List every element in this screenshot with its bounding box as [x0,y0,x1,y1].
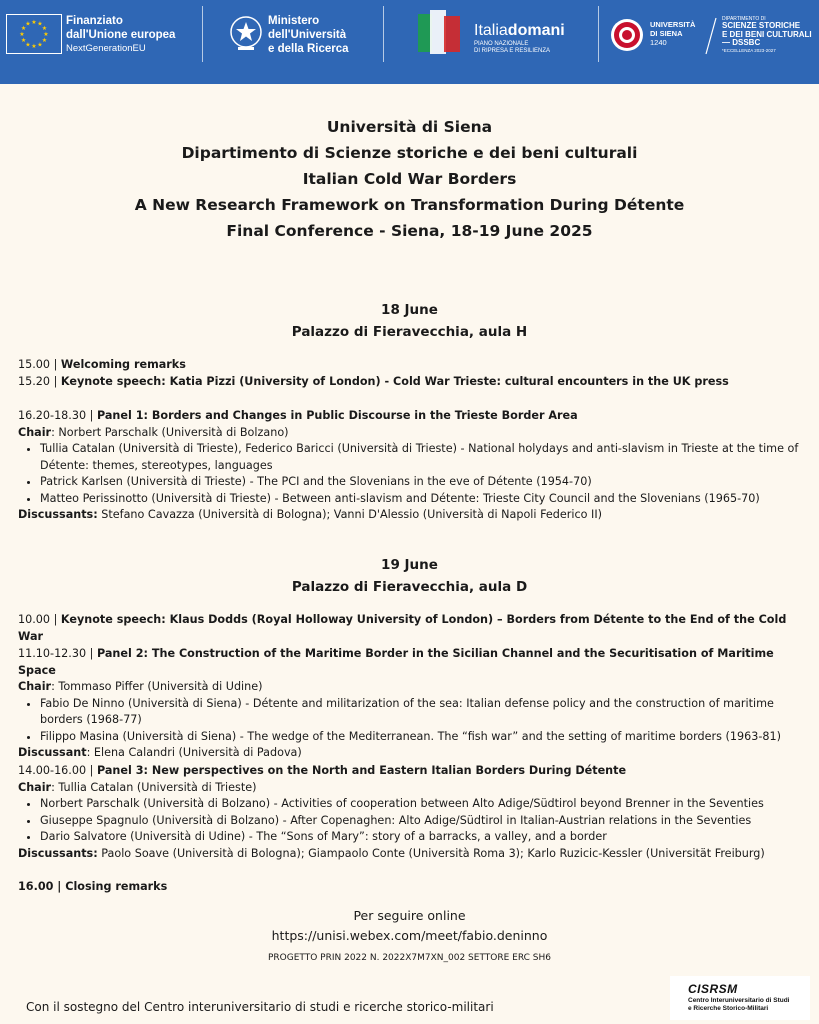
cisrsm-logo [670,976,810,1020]
dssbc-line1: SCIENZE STORICHE [722,21,801,30]
title-event: Final Conference - Siena, 18-19 June 2025 [226,222,593,240]
panel1-time: 16.20-18.30 | [18,409,97,422]
discussants-label: Discussants: [18,846,98,860]
keynote2-row [18,612,808,645]
chair-name: : Norbert Parschalk (Università di Bolzano) [51,425,289,439]
panel1-discussants [18,507,808,524]
day1-heading [0,299,819,343]
chair-label: Chair [18,780,52,794]
panel3-title: Panel 3: New perspectives on the North and Eastern Italian Borders During Détente [96,764,627,777]
svg-text:★: ★ [43,31,49,38]
chair-label: Chair [18,425,52,439]
italiadomani-word-b: domani [507,22,565,39]
day2-date: 19 June [381,557,438,573]
day1-opening [18,357,808,390]
talk-item: • Dario Salvatore (Università di Udine) - The “Sons of Mary”: story of a barracks, a valley, and a border [40,829,808,846]
ministry-line3: e della Ricerca [268,43,349,55]
panel3-time: 14.00-16.00 | [18,764,97,777]
keynote2-label: Keynote speech: Klaus Dodds (Royal Holloway University of London) – Borders from Détente to the End of the Cold War [18,613,787,643]
logo-banner [0,0,819,84]
svg-text:★: ★ [31,43,37,50]
italiadomani-word-a: Italia [474,22,508,39]
panel1-talks [18,441,808,507]
dssbc-line0: DIPARTIMENTO DI [722,16,766,22]
svg-text:★: ★ [41,37,48,44]
eu-funding-line3: NextGenerationEU [66,43,146,54]
keynote1-time: 15.20 | [18,374,61,388]
online-link[interactable]: https://unisi.webex.com/meet/fabio.deninno [271,928,548,943]
panel2 [18,646,808,762]
cisrsm-line1: Centro Interuniversitario di Studi [688,997,790,1004]
talk-item: • Tullia Catalan (Università di Trieste), Federico Baricci (Università di Trieste) - National holydays and anti-slavism in Trieste at the time of Détente: themes, stereotypes, languages [40,441,808,474]
chair-name: : Tommaso Piffer (Università di Udine) [51,680,263,693]
panel3-chair [18,780,808,797]
talk-item: • Matteo Perissinotto (Università di Trieste) - Between anti-slavism and Détente: Trieste City Council and the Slovenians (1965-70) [40,491,808,508]
chair-label: Chair [18,680,52,693]
unisi-line1: UNIVERSITÀ [650,20,696,29]
keynote2 [18,612,808,645]
title-university: Università di Siena [326,118,493,136]
panel1-chair [18,425,808,442]
panel2-talks [18,696,808,746]
panel3-title-row [18,763,808,780]
ministry-line1: Ministero [268,15,320,27]
eu-flag-icon [6,14,62,54]
svg-text:★: ★ [31,19,37,26]
day2-heading [0,554,819,598]
welcome-time: 15.00 | [18,358,61,371]
talk-item: • Fabio De Ninno (Università di Siena) - Détente and militarization of the sea: Italian defense policy and the construction of maritime borders (1968-77) [40,696,808,729]
cisrsm-name: CISRSM [688,982,738,996]
panel2-title: Panel 2: The Construction of the Maritime Border in the Sicilian Channel and the Securitisation of Maritime Space [18,647,774,677]
keynote1-label: Keynote speech: Katia Pizzi (University of London) - Cold War Trieste: cultural encounters in the UK press [60,374,729,388]
svg-text:★: ★ [25,20,31,28]
svg-text:★: ★ [19,31,25,38]
panel2-time: 11.10-12.30 | [18,647,97,660]
panel1-title: Panel 1: Borders and Changes in Public Discourse in the Trieste Border Area [96,409,578,422]
unisi-line3: 1240 [650,38,667,47]
panel3-talks [18,796,808,846]
italiadomani-sub1: PIANO NAZIONALE [474,41,529,47]
svg-text:★: ★ [37,41,43,49]
panel2-chair [18,679,808,696]
conference-title [0,114,819,244]
keynote1-row [18,374,808,391]
university-siena-seal-icon [610,18,644,52]
italy-flag-icon [416,10,468,58]
svg-text:★: ★ [25,41,31,49]
talk-item: • Giuseppe Spagnulo (Università di Bolzano) - After Copenaghen: Alto Adige/Südtirol in Italian-Austrian relations in the Seventies [40,813,808,830]
day1-venue: Palazzo di Fieravecchia, aula H [291,324,528,340]
dssbc-line3: — DSSBC [722,38,761,47]
project-code: PROGETTO PRIN 2022 N. 2022X7M7XN_002 SETTORE ERC SH6 [267,953,552,963]
svg-text:★: ★ [41,25,48,32]
talk-item: • Patrick Karlsen (Università di Trieste) - The PCI and the Slovenians in the eve of Détente (1954-70) [40,474,808,491]
welcome-row [18,357,808,374]
eu-funding-line2: dall'Unione europea [66,29,176,41]
svg-text:★: ★ [20,25,27,32]
panel1 [18,408,808,524]
svg-text:★: ★ [20,37,27,44]
logo-slash-divider [704,16,718,56]
support-note: Con il sostegno del Centro interuniversitario di studi e ricerche storico-militari [26,1000,494,1014]
talk-item: • Norbert Parschalk (Università di Bolzano) - Activities of cooperation between Alto Adige/Südtirol beyond Brenner in the Seventies [40,796,808,813]
title-project: Italian Cold War Borders [302,170,517,188]
online-info [0,906,819,946]
title-department: Dipartimento di Scienze storiche e dei beni culturali [181,144,638,162]
unisi-line2: DI SIENA [650,29,683,38]
panel3 [18,763,808,862]
welcome-label: Welcoming remarks [60,358,186,371]
closing-remarks: 16.00 | Closing remarks [18,880,168,893]
day2-venue: Palazzo di Fieravecchia, aula D [291,579,528,595]
panel1-title-row [18,408,808,425]
discussant-name: : Elena Calandri (Università di Padova) [86,746,302,759]
svg-text:★: ★ [37,20,43,28]
panel2-discussant [18,745,808,762]
talk-item: • Filippo Masina (Università di Siena) - The wedge of the Mediterranean. The “fish war” and the setting of maritime borders (1963-81) [40,729,808,746]
discussants-label: Discussants: [18,508,98,521]
italiadomani-sub2: DI RIPRESA E RESILIENZA [474,48,551,54]
cisrsm-line2: e Ricerche Storico-Militari [688,1005,769,1012]
discussants-names: Stefano Cavazza (Università di Bologna); Vanni D'Alessio (Università di Napoli Federico II) [97,508,602,521]
dssbc-line4: *ECCELLENZA 2023-2027 [722,47,776,53]
eu-funding-line1: Finanziato [66,15,123,27]
dssbc-line2: E DEI BENI CULTURALI [722,29,812,39]
panel3-discussants [18,846,808,863]
keynote2-time: 10.00 | [18,613,61,626]
panel2-title-row [18,646,808,679]
online-label: Per seguire online [353,908,466,923]
ministry-emblem-icon [228,14,264,54]
discussants-names: Paolo Soave (Università di Bologna); Giampaolo Conte (Università Roma 3); Karlo Ruzicic-Kessler (Universität Freiburg) [97,846,765,860]
chair-name: : Tullia Catalan (Università di Trieste) [51,780,257,794]
day1-date: 18 June [381,302,438,318]
discussant-label: Discussant [18,746,87,759]
ministry-line2: dell'Università [268,29,347,41]
title-subtitle: A New Research Framework on Transformation During Détente [134,196,685,214]
